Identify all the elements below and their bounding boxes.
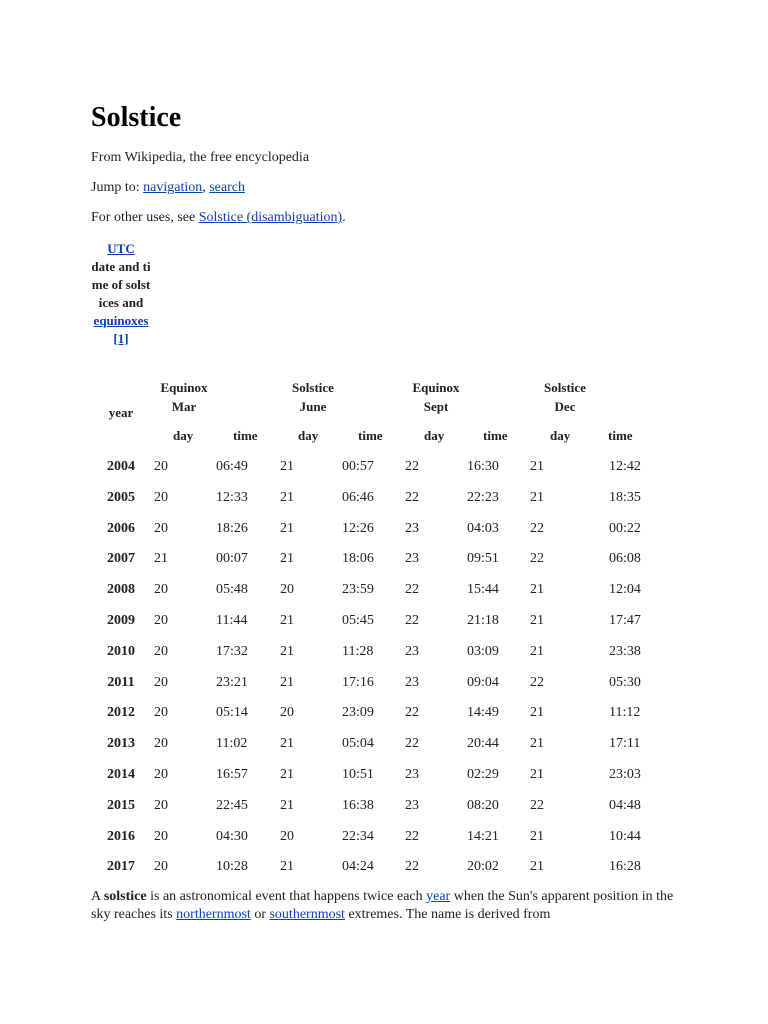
time-cell: 04:24: [342, 859, 374, 875]
day-cell: 21: [530, 859, 544, 875]
time-cell: 09:04: [467, 674, 499, 690]
day-cell: 22: [405, 705, 419, 721]
time-cell: 16:28: [609, 859, 641, 875]
intro-text-3: when the Sun's apparent position in the sky reaches its: [91, 889, 674, 922]
time-cell: 18:06: [342, 551, 374, 567]
time-cell: 22:45: [216, 797, 248, 813]
day-cell: 20: [154, 489, 168, 505]
time-cell: 12:33: [216, 489, 248, 505]
year-cell: 2008: [107, 582, 135, 598]
year-header: year: [108, 405, 134, 420]
day-cell: 21: [530, 736, 544, 752]
time-cell: 23:03: [609, 767, 641, 782]
day-cell: 22: [405, 489, 419, 505]
year-cell: 2014: [107, 767, 135, 782]
time-cell: 11:28: [342, 643, 374, 659]
day-cell: 23: [405, 520, 419, 536]
table-row: [91, 734, 691, 754]
jump-to-label: Jump to:: [91, 180, 144, 195]
day-cell: 20: [154, 828, 168, 844]
time-cell: 03:09: [467, 643, 499, 659]
time-cell: 08:20: [467, 797, 499, 813]
table-row: [91, 796, 691, 816]
day-cell: 21: [280, 489, 294, 505]
time-cell: 18:26: [216, 520, 248, 536]
time-cell: 10:44: [609, 828, 641, 844]
year-cell: 2006: [107, 520, 135, 536]
time-cell: 18:35: [609, 489, 641, 505]
day-cell: 23: [405, 797, 419, 813]
time-cell: 21:18: [467, 613, 499, 628]
time-cell: 16:57: [216, 767, 248, 782]
column-group-title: Solstice: [544, 380, 586, 395]
day-cell: 21: [530, 643, 544, 659]
year-cell: 2016: [107, 828, 135, 844]
intro-text-1: A: [91, 889, 104, 904]
table-row: [91, 827, 691, 847]
time-cell: 12:26: [342, 520, 374, 536]
year-cell: 2011: [107, 674, 135, 690]
time-cell: 10:28: [216, 859, 248, 875]
column-group-header: [155, 378, 213, 416]
time-cell: 14:21: [467, 828, 499, 844]
day-cell: 21: [154, 551, 168, 567]
year-cell: 2012: [107, 705, 135, 721]
time-subheader: time: [608, 428, 633, 443]
northernmost-link[interactable]: northernmost: [176, 907, 251, 922]
time-cell: 23:59: [342, 582, 374, 598]
time-cell: 17:16: [342, 674, 374, 690]
hatnote-suffix: .: [342, 210, 346, 225]
time-cell: 05:45: [342, 613, 374, 628]
time-cell: 16:30: [467, 459, 499, 474]
time-cell: 23:21: [216, 674, 248, 690]
year-cell: 2005: [107, 489, 135, 505]
time-cell: 12:04: [609, 582, 641, 598]
page-title: Solstice: [91, 102, 182, 133]
day-cell: 20: [154, 736, 168, 752]
year-cell: 2015: [107, 797, 135, 813]
day-cell: 23: [405, 767, 419, 782]
day-subheader: day: [550, 428, 571, 443]
day-cell: 22: [530, 674, 544, 690]
time-cell: 16:38: [342, 797, 374, 813]
time-subheader: time: [358, 428, 383, 443]
time-cell: 00:57: [342, 459, 374, 474]
time-cell: 05:30: [609, 674, 641, 690]
time-cell: 04:30: [216, 828, 248, 844]
day-cell: 20: [154, 520, 168, 536]
day-subheader: day: [298, 428, 319, 443]
day-cell: 20: [154, 674, 168, 690]
hatnote-text: For other uses, see: [91, 210, 199, 225]
day-cell: 21: [280, 613, 294, 628]
time-cell: 20:44: [467, 736, 499, 752]
navigation-link[interactable]: navigation: [143, 180, 203, 195]
year-cell: 2009: [107, 613, 135, 628]
year-cell: 2004: [107, 459, 135, 474]
day-cell: 22: [530, 797, 544, 813]
time-cell: 14:49: [467, 705, 499, 721]
day-subheader: day: [173, 428, 194, 443]
table-row: [91, 673, 691, 693]
day-cell: 20: [154, 459, 168, 474]
time-cell: 20:02: [467, 859, 499, 875]
time-cell: 17:32: [216, 643, 248, 659]
day-cell: 20: [280, 582, 294, 598]
day-subheader: day: [424, 428, 445, 443]
column-group-month: June: [299, 399, 327, 414]
day-cell: 20: [154, 767, 168, 782]
day-cell: 21: [280, 520, 294, 536]
tagline: From Wikipedia, the free encyclopedia: [91, 150, 310, 165]
column-group-title: Equinox: [160, 380, 208, 395]
time-cell: 12:42: [609, 459, 641, 474]
table-row: [91, 519, 691, 539]
time-cell: 04:48: [609, 797, 641, 813]
hatnote: [91, 208, 346, 228]
utc-link[interactable]: UTC: [107, 241, 135, 256]
day-cell: 20: [154, 797, 168, 813]
time-cell: 10:51: [342, 767, 374, 782]
day-cell: 21: [280, 797, 294, 813]
table-row: [91, 580, 691, 600]
day-cell: 21: [530, 828, 544, 844]
time-cell: 23:09: [342, 705, 374, 721]
time-cell: 11:44: [216, 613, 248, 628]
day-cell: 22: [405, 736, 419, 752]
day-cell: 23: [405, 643, 419, 659]
time-cell: 06:49: [216, 459, 248, 474]
day-cell: 20: [154, 705, 168, 721]
day-cell: 21: [280, 674, 294, 690]
time-cell: 00:07: [216, 551, 248, 567]
column-group-title: Solstice: [292, 380, 334, 395]
day-cell: 23: [405, 551, 419, 567]
day-cell: 21: [530, 489, 544, 505]
time-cell: 05:04: [342, 736, 374, 752]
column-group-header: [284, 378, 342, 416]
day-cell: 22: [405, 459, 419, 474]
time-cell: 06:08: [609, 551, 641, 567]
jump-to: [91, 178, 245, 198]
time-cell: 11:02: [216, 736, 248, 752]
table-row: [91, 488, 691, 508]
day-cell: 22: [405, 859, 419, 875]
time-subheader: time: [233, 428, 258, 443]
time-cell: 05:48: [216, 582, 248, 598]
southernmost-link[interactable]: southernmost: [269, 907, 345, 922]
day-cell: 20: [154, 859, 168, 875]
time-cell: 00:22: [609, 520, 641, 536]
day-cell: 20: [154, 582, 168, 598]
time-cell: 22:23: [467, 489, 499, 505]
intro-text-2: is an astronomical event that happens twice each: [146, 889, 427, 904]
time-cell: 09:51: [467, 551, 499, 567]
disambiguation-link[interactable]: Solstice (disambiguation): [198, 210, 343, 225]
column-group-month: Mar: [171, 399, 197, 414]
day-cell: 20: [154, 643, 168, 659]
time-cell: 23:38: [609, 643, 641, 659]
day-cell: 22: [530, 520, 544, 536]
intro-text-5: extremes. The name is derived from: [344, 907, 551, 922]
day-cell: 23: [405, 674, 419, 690]
intro-bold-term: solstice: [103, 889, 147, 904]
year-cell: 2010: [107, 643, 135, 659]
table-caption: [91, 240, 151, 348]
day-cell: 21: [530, 459, 544, 474]
time-subheader: time: [483, 428, 508, 443]
table-row: [91, 642, 691, 662]
day-cell: 20: [280, 828, 294, 844]
day-cell: 21: [280, 859, 294, 875]
day-cell: 22: [405, 828, 419, 844]
table-row: [91, 857, 691, 877]
intro-paragraph: [91, 888, 691, 924]
time-cell: 11:12: [609, 705, 641, 721]
table-row: [91, 611, 691, 631]
time-cell: 05:14: [216, 705, 248, 721]
time-cell: 15:44: [467, 582, 499, 598]
table-row: [91, 703, 691, 723]
year-cell: 2017: [107, 859, 135, 875]
year-cell: 2007: [107, 551, 135, 567]
search-link[interactable]: search: [209, 180, 245, 195]
intro-text-4: or: [250, 907, 270, 922]
day-cell: 21: [280, 551, 294, 567]
day-cell: 22: [405, 613, 419, 628]
time-cell: 06:46: [342, 489, 374, 505]
year-cell: 2013: [107, 736, 135, 752]
day-cell: 21: [530, 705, 544, 721]
column-group-header: [407, 378, 465, 416]
time-cell: 02:29: [467, 767, 499, 782]
time-cell: 04:03: [467, 520, 499, 536]
year-link[interactable]: year: [426, 889, 451, 904]
column-group-month: Dec: [554, 399, 576, 414]
day-cell: 22: [530, 551, 544, 567]
day-cell: 21: [530, 613, 544, 628]
day-cell: 21: [280, 459, 294, 474]
day-cell: 21: [530, 582, 544, 598]
equinoxes-link[interactable]: equinoxes[1]: [93, 313, 149, 346]
day-cell: 20: [280, 705, 294, 721]
caption-text: date and time of solstices and: [91, 259, 151, 310]
day-cell: 21: [280, 643, 294, 659]
day-cell: 21: [280, 736, 294, 752]
day-cell: 22: [405, 582, 419, 598]
table-row: [91, 457, 691, 477]
table-row: [91, 765, 691, 785]
column-group-title: Equinox: [412, 380, 460, 395]
time-cell: 17:47: [609, 613, 641, 628]
jump-to-separator: ,: [202, 180, 210, 195]
column-group-month: Sept: [423, 399, 449, 414]
time-cell: 22:34: [342, 828, 374, 844]
time-cell: 17:11: [609, 736, 641, 752]
day-cell: 20: [154, 613, 168, 628]
column-group-header: [536, 378, 594, 416]
day-cell: 21: [280, 767, 294, 782]
table-row: [91, 549, 691, 569]
day-cell: 21: [530, 767, 544, 782]
